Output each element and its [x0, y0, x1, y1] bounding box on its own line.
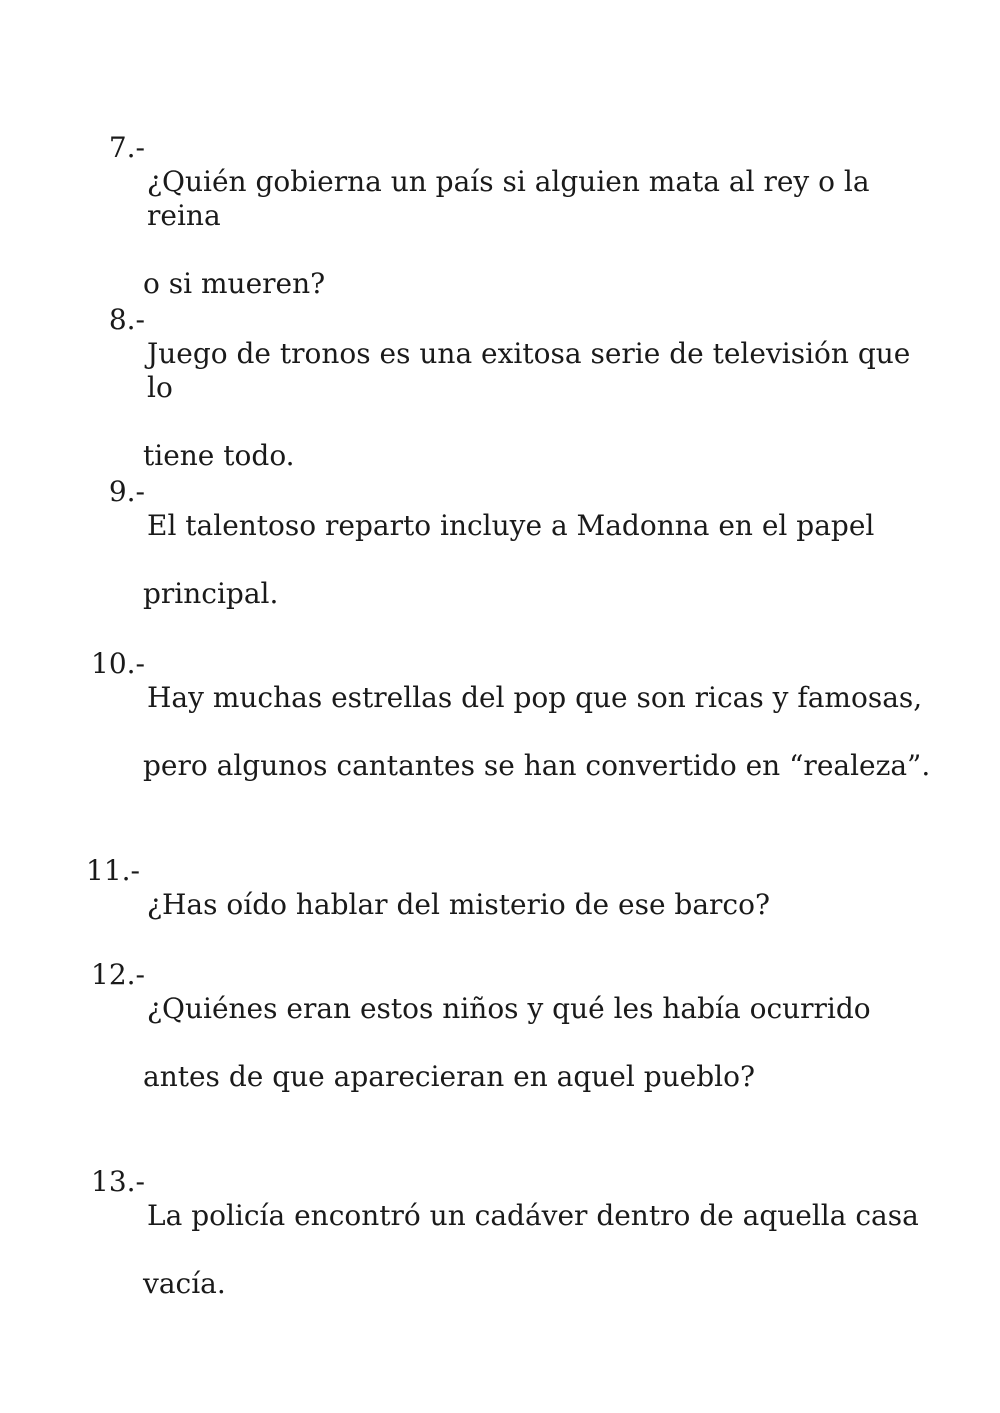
question-text	[143, 1165, 933, 1335]
question-line-1: La policía encontró un cadáver dentro de aquella casa	[147, 1199, 919, 1232]
question-number: 11.-	[86, 854, 140, 887]
question-line-2: pero algunos cantantes se han convertido en “realeza”.	[143, 749, 931, 782]
question-number: 8.-	[108, 303, 145, 336]
question-number: 9.-	[108, 475, 145, 508]
question-text	[143, 854, 933, 956]
question-text	[143, 647, 933, 817]
question-line-1: El talentoso reparto incluye a Madonna en el papel	[147, 509, 875, 542]
question-number: 12.-	[91, 958, 145, 991]
question-line-2: principal.	[143, 577, 279, 610]
question-line-2: vacía.	[143, 1267, 226, 1300]
question-line-2: tiene todo.	[143, 439, 295, 472]
question-line-2: o si mueren?	[143, 267, 326, 300]
question-number: 7.-	[108, 131, 145, 164]
question-number: 10.-	[91, 647, 145, 680]
question-number: 13.-	[91, 1165, 145, 1198]
question-line-1: Hay muchas estrellas del pop que son ricas y famosas,	[147, 681, 923, 714]
question-line-2: antes de que aparecieran en aquel pueblo?	[143, 1060, 755, 1093]
question-line-1: Juego de tronos es una exitosa serie de televisión que lo	[147, 337, 911, 404]
question-line-1: ¿Has oído hablar del misterio de ese barco?	[147, 888, 770, 921]
question-text	[143, 958, 933, 1128]
question-text	[143, 475, 933, 645]
question-line-1: ¿Quiénes eran estos niños y qué les había ocurrido	[147, 992, 871, 1025]
question-line-1: ¿Quién gobierna un país si alguien mata al rey o la reina	[147, 165, 870, 232]
